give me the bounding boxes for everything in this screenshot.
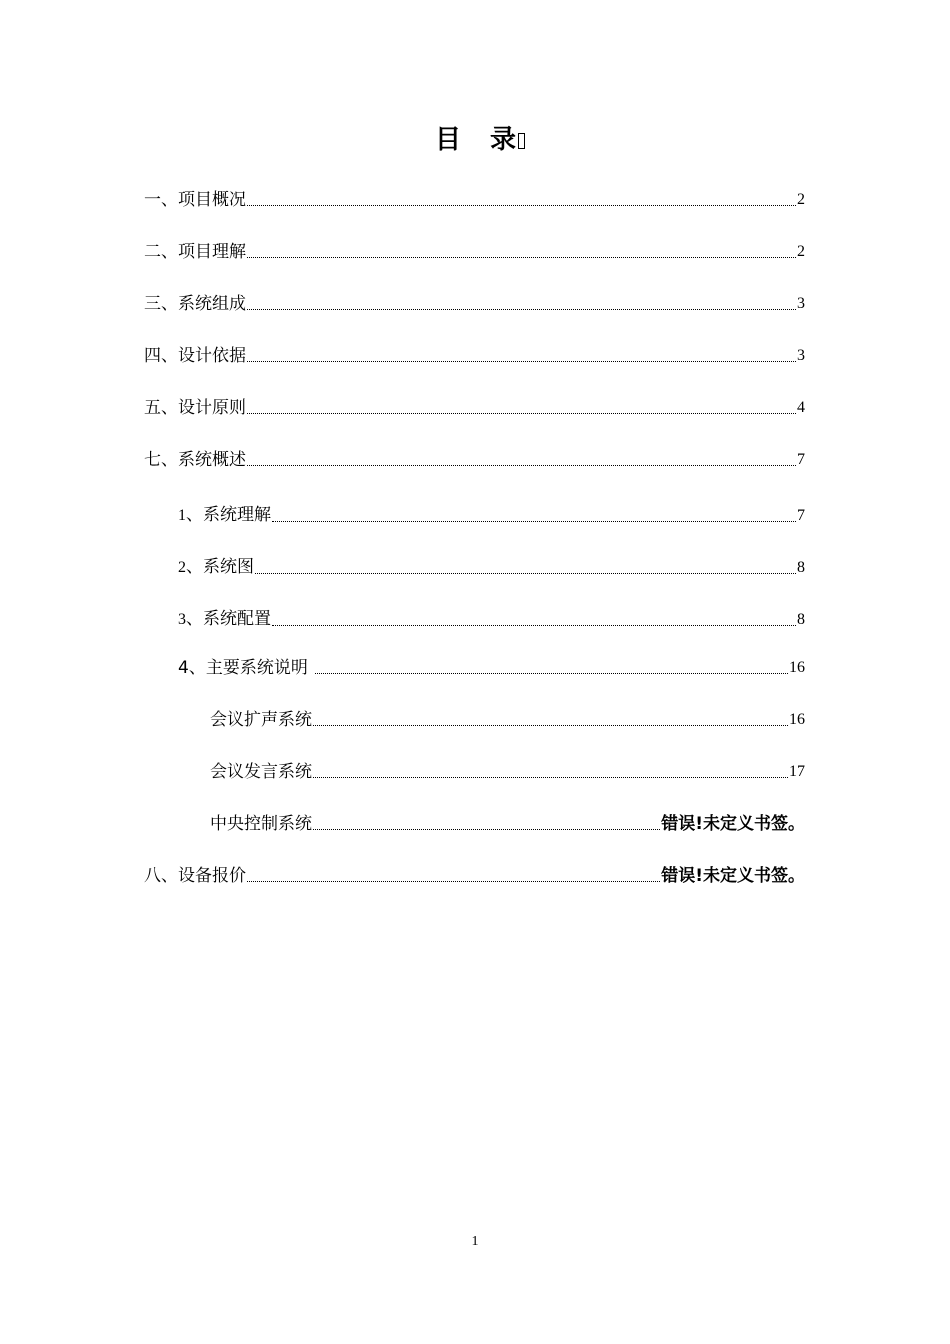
toc-entry-text: 、系统图: [186, 557, 254, 577]
toc-entry-label: 八、设备报价: [144, 866, 246, 886]
toc-entry-page: 8: [797, 559, 805, 576]
toc-entry-page: 16: [789, 711, 805, 728]
toc-entry-page: 7: [797, 451, 805, 468]
toc-entry-label: 4、主要系统说明: [178, 658, 308, 678]
toc-entry-page-error: 错误!未定义书签。: [661, 814, 805, 834]
toc-entry-number: 1: [178, 507, 186, 524]
dot-leader: [247, 205, 796, 206]
toc-entry-speech-system[interactable]: [210, 758, 805, 784]
toc-entry-label: [178, 503, 271, 528]
dot-leader: [247, 309, 796, 310]
dot-leader: [247, 881, 660, 882]
toc-entry-label: [178, 607, 271, 632]
toc-entry-label: 会议发言系统: [210, 762, 312, 782]
toc-entry-system-overview[interactable]: [144, 446, 805, 472]
toc-entry-page: 16: [789, 659, 805, 676]
dot-leader: [247, 361, 796, 362]
toc-entry-project-overview[interactable]: [144, 186, 805, 212]
toc-entry-label: [178, 555, 254, 580]
toc-entry-label: 二、项目理解: [144, 242, 246, 262]
toc-entry-label: 五、设计原则: [144, 398, 246, 418]
toc-title: [0, 122, 950, 158]
toc-entry-label: 会议扩声系统: [210, 710, 312, 730]
dot-leader: [247, 257, 796, 258]
toc-entry-page: 3: [797, 295, 805, 312]
toc-entry-pa-system[interactable]: [210, 706, 805, 732]
toc-entry-page: 2: [797, 191, 805, 208]
toc-entry-system-composition[interactable]: [144, 290, 805, 316]
toc-entry-number: 3: [178, 611, 186, 628]
page-number: 1: [471, 1234, 479, 1249]
toc-entry-main-system-description[interactable]: [178, 654, 805, 680]
toc-entry-number: 2: [178, 559, 186, 576]
toc-entry-system-diagram[interactable]: [178, 554, 805, 580]
dot-leader: [315, 673, 788, 674]
dot-leader: [247, 465, 796, 466]
dot-leader: [247, 413, 796, 414]
toc-entry-page: 2: [797, 243, 805, 260]
toc-entry-system-understanding[interactable]: [178, 502, 805, 528]
dot-leader: [313, 777, 788, 778]
paragraph-mark-icon: [518, 133, 525, 149]
toc-entry-label: 三、系统组成: [144, 294, 246, 314]
dot-leader: [272, 521, 796, 522]
toc-entry-system-configuration[interactable]: [178, 606, 805, 632]
toc-entry-label: 中央控制系统: [210, 814, 312, 834]
toc-entry-design-basis[interactable]: [144, 342, 805, 368]
dot-leader: [313, 725, 788, 726]
toc-entry-page-error: 错误!未定义书签。: [661, 866, 805, 886]
toc-entry-page: 8: [797, 611, 805, 628]
toc-title-text: 目 录: [434, 125, 527, 155]
toc-entry-page: 7: [797, 507, 805, 524]
toc-entry-central-control-system[interactable]: [210, 810, 805, 836]
toc-entry-page: 3: [797, 347, 805, 364]
toc-entry-project-understanding[interactable]: [144, 238, 805, 264]
dot-leader: [255, 573, 796, 574]
toc-entry-text: 、系统配置: [186, 609, 271, 629]
toc-entry-page: 17: [789, 763, 805, 780]
toc-entry-label: 一、项目概况: [144, 190, 246, 210]
toc-entry-page: 4: [797, 399, 805, 416]
toc-entry-equipment-quotation[interactable]: [144, 862, 805, 888]
toc-entry-label: 四、设计依据: [144, 346, 246, 366]
toc-entry-design-principles[interactable]: [144, 394, 805, 420]
toc-entry-label: 七、系统概述: [144, 450, 246, 470]
dot-leader: [313, 829, 660, 830]
dot-leader: [272, 625, 796, 626]
toc-entry-text: 、系统理解: [186, 505, 271, 525]
